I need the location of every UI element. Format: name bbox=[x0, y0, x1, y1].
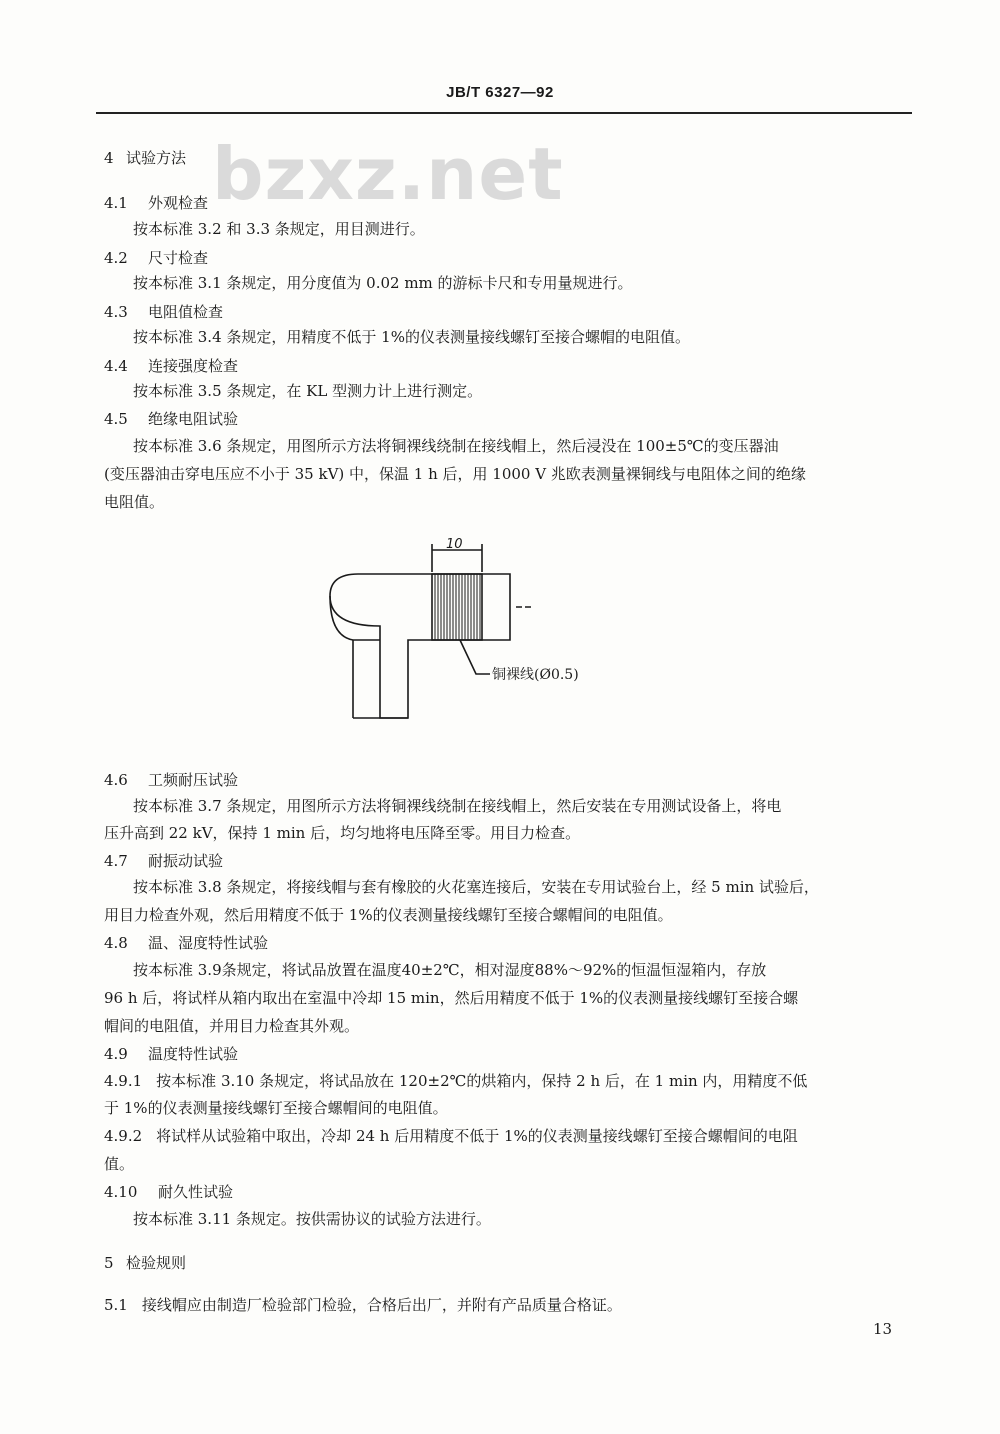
section-4-9-2-line-2: 值。 bbox=[104, 1155, 135, 1173]
section-4-4-heading: 4.4 连接强度检查 bbox=[104, 357, 239, 375]
section-4-8-line-1: 按本标准 3.9条规定，将试品放置在温度40±2℃，相对湿度88%～92%的恒温恒湿箱内，存放 bbox=[133, 961, 767, 979]
section-4-6-heading: 4.6 工频耐压试验 bbox=[104, 771, 239, 789]
callout-leader bbox=[460, 640, 490, 674]
winding-lines bbox=[435, 574, 480, 640]
section-4-1-heading: 4.1 外观检查 bbox=[104, 194, 209, 212]
section-4-9-2-line-1: 4.9.2 将试样从试验箱中取出，冷却 24 h 后用精度不低于 1%的仪表测量接线螺钉至接合螺帽间的电阻 bbox=[104, 1127, 798, 1145]
section-4-10-text: 按本标准 3.11 条规定。按供需协议的试验方法进行。 bbox=[133, 1210, 491, 1228]
section-4-2-text: 按本标准 3.1 条规定，用分度值为 0.02 mm 的游标卡尺和专用量规进行。 bbox=[133, 274, 633, 292]
document-header: JB/T 6327—92 bbox=[446, 84, 554, 101]
section-4-2-heading: 4.2 尺寸检查 bbox=[104, 249, 209, 267]
section-4-7-heading: 4.7 耐振动试验 bbox=[104, 852, 224, 870]
section-4-9-heading: 4.9 温度特性试验 bbox=[104, 1045, 239, 1063]
section-4-5-line-3: 电阻值。 bbox=[104, 493, 165, 511]
section-4-8-heading: 4.8 温、湿度特性试验 bbox=[104, 934, 269, 952]
section-4-3-heading: 4.3 电阻值检查 bbox=[104, 303, 224, 321]
section-4-3-text: 按本标准 3.4 条规定，用精度不低于 1%的仪表测量接线螺钉至接合螺帽的电阻值。 bbox=[133, 328, 690, 346]
section-4-6-line-1: 按本标准 3.7 条规定，用图所示方法将铜裸线绕制在接线帽上，然后安装在专用测试设备上，将电 bbox=[133, 797, 782, 815]
section-4-5-line-1: 按本标准 3.6 条规定，用图所示方法将铜裸线绕制在接线帽上，然后浸没在 100±5℃的变压器油 bbox=[133, 437, 779, 455]
section-4-8-line-2: 96 h 后，将试样从箱内取出在室温中冷却 15 min，然后用精度不低于 1%的仪表测量接线螺钉至接合螺 bbox=[104, 989, 799, 1007]
section-5-1-text: 5.1 接线帽应由制造厂检验部门检验，合格后出厂，并附有产品质量合格证。 bbox=[104, 1296, 622, 1314]
section-5-heading: 5 检验规则 bbox=[104, 1254, 187, 1272]
section-4-5-heading: 4.5 绝缘电阻试验 bbox=[104, 410, 239, 428]
section-4-8-line-3: 帽间的电阻值，并用目力检查其外观。 bbox=[104, 1017, 360, 1035]
section-4-5-line-2: (变压器油击穿电压应不小于 35 kV) 中，保温 1 h 后，用 1000 V 兆欧表测量裸铜线与电阻体之间的绝缘 bbox=[104, 465, 806, 483]
section-4-1-text: 按本标准 3.2 和 3.3 条规定，用目测进行。 bbox=[133, 220, 425, 238]
watermark: bzxz.net bbox=[212, 132, 564, 216]
section-4-7-line-1: 按本标准 3.8 条规定，将接线帽与套有橡胶的火花塞连接后，安装在专用试验台上，经 5 min 试验后， bbox=[133, 878, 819, 896]
page-number: 13 bbox=[873, 1320, 893, 1338]
section-4-9-1-line-1: 4.9.1 按本标准 3.10 条规定，将试品放在 120±2℃的烘箱内，保持 2 h 后，在 1 min 内，用精度不低 bbox=[104, 1072, 808, 1090]
callout-label: 铜裸线(Ø0.5) bbox=[492, 667, 579, 683]
connector-winding-figure bbox=[320, 536, 640, 736]
section-4-4-text: 按本标准 3.5 条规定，在 KL 型测力计上进行测定。 bbox=[133, 382, 483, 400]
header-rule bbox=[96, 112, 912, 114]
section-4-heading: 4 试验方法 bbox=[104, 149, 187, 167]
section-4-6-line-2: 压升高到 22 kV，保持 1 min 后，均匀地将电压降至零。用目力检查。 bbox=[104, 824, 581, 842]
dimension-label: 10 bbox=[446, 537, 463, 552]
section-4-7-line-2: 用目力检查外观，然后用精度不低于 1%的仪表测量接线螺钉至接合螺帽间的电阻值。 bbox=[104, 906, 673, 924]
connector-outline bbox=[330, 574, 510, 718]
section-4-9-1-line-2: 于 1%的仪表测量接线螺钉至接合螺帽间的电阻值。 bbox=[104, 1099, 448, 1117]
section-4-10-heading: 4.10 耐久性试验 bbox=[104, 1183, 234, 1201]
